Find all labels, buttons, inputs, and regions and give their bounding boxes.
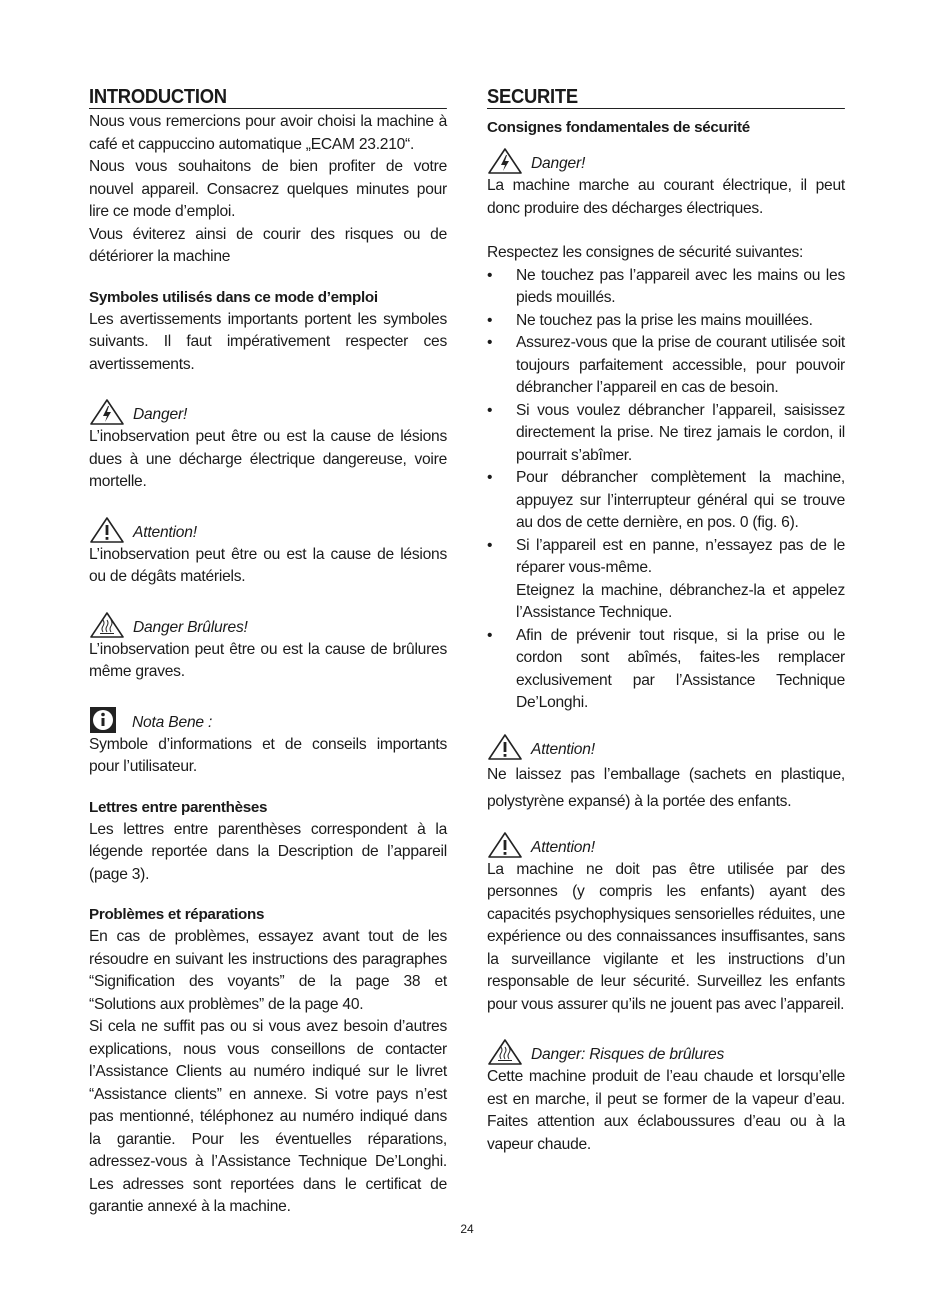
symbols-text: Les avertissements importants portent les symboles suivants. Il faut impérativement respecter ces avertissements.: [89, 310, 447, 373]
attention-symbol: [487, 731, 845, 761]
list-item: • Ne touchez pas la prise les mains mouillées.: [487, 310, 845, 333]
burn-text: Cette machine produit de l’eau chaude et lorsqu’elle est en marche, il peut se former de la vapeur d’eau. Faites attention aux éclaboussures d’eau ou à la vapeur chaude.: [487, 1068, 845, 1153]
attention-symbol: [89, 514, 447, 544]
attention-text: Ne laissez pas l’emballage (sachets en plastique, polystyrène expansé) à la portée des enfants.: [487, 765, 845, 810]
list-item-extra: Eteignez la machine, débranchez-la et appelez l’Assistance Technique.: [516, 581, 845, 621]
symbols-heading: Symboles utilisés dans ce mode d’emploi: [89, 288, 378, 306]
warning-icon: [89, 516, 125, 544]
danger-label: Danger!: [531, 155, 586, 172]
problems-text: Si cela ne suffit pas ou si vous avez besoin d’autres explications, nous vous conseillons de contacter l’Assistance Clients au numéro indiqué sur le livret “Assistance clients” en annexe. Si votre pays n’est pas mentionné, téléphonez au numéro indiqué dans la garantie. Pour les éventuelles réparations, adressez-vous à l’Assistance Technique De’Longhi. Les adresses sont reportées dans le certificat de garantie annexé à la machine.: [89, 1018, 447, 1215]
list-item-text: Si l’appareil est en panne, n’essayez pas de le réparer vous-même.: [516, 536, 845, 576]
burn-symbol: [89, 609, 447, 639]
respect-text: Respectez les consignes de sécurité suivantes:: [487, 244, 804, 261]
burn-label: Danger Brûlures!: [133, 618, 248, 636]
safety-list: [487, 265, 845, 715]
list-item: • Si vous voulez débrancher l’appareil, saisissez directement la prise. Ne tirez jamais le cordon, il pourrait s’abîmer.: [487, 400, 845, 468]
nota-symbol: [89, 704, 447, 734]
securite-title: SECURITE: [487, 86, 845, 109]
letters-heading: Lettres entre parenthèses: [89, 798, 268, 816]
attention-label: Attention!: [531, 838, 595, 856]
burn-symbol: [487, 1036, 845, 1066]
intro-paragraph: Nous vous souhaitons de bien profiter de votre nouvel appareil. Consacrez quelques minutes pour lire ce mode d’emploi.: [89, 158, 447, 220]
problems-text: En cas de problèmes, essayez avant tout de les résoudre en suivant les instructions des paragraphes “Signification des voyants” de la page 38 et “Solutions aux problèmes” de la page 40.: [89, 928, 447, 1013]
attention-text: L’inobservation peut être ou est la cause de lésions ou de dégâts matériels.: [89, 545, 447, 585]
list-item: • Ne touchez pas l’appareil avec les mains ou les pieds mouillés.: [487, 265, 845, 310]
intro-paragraph: Nous vous remercions pour avoir choisi la machine à café et cappuccino automatique „ECAM 23.210“.: [89, 113, 447, 153]
intro-paragraph: Vous éviterez ainsi de courir des risques ou de détériorer la machine: [89, 225, 447, 265]
list-item: [487, 535, 845, 625]
securite-column: [487, 86, 845, 1156]
letters-text: Les lettres entre parenthèses correspondent à la légende reportée dans la Description de l’appareil (page 3).: [89, 820, 447, 883]
problems-heading: Problèmes et réparations: [89, 906, 265, 923]
nota-label: Nota Bene :: [132, 713, 213, 731]
warning-icon: [487, 733, 523, 761]
danger-label: Danger!: [133, 406, 188, 423]
attention-label: Attention!: [133, 523, 197, 541]
list-item: • Afin de prévenir tout risque, si la prise ou le cordon sont abîmés, faites-les remplacer exclusivement par l’Assistance Technique De’Longhi.: [487, 625, 845, 715]
list-item: • Pour débrancher complètement la machine, appuyez sur l’interrupteur général qui se trouve au dos de cette dernière, en pos. 0 (fig. 6).: [487, 467, 845, 535]
introduction-column: [89, 86, 447, 1219]
attention-symbol: [487, 829, 845, 859]
danger-text: L’inobservation peut être ou est la cause de lésions dues à une décharge électrique dangereuse, voire mortelle.: [89, 428, 447, 490]
page-number: 24: [460, 1222, 474, 1236]
electric-danger-icon: [89, 398, 125, 426]
danger-symbol: [487, 145, 845, 175]
attention-label: Attention!: [531, 740, 595, 758]
list-item: • Assurez-vous que la prise de courant utilisée soit toujours parfaitement accessible, pour pouvoir débrancher l’appareil en cas de besoin.: [487, 332, 845, 400]
warning-icon: [487, 831, 523, 859]
hot-surface-icon: [487, 1038, 523, 1066]
electric-danger-icon: [487, 147, 523, 175]
attention-text: La machine ne doit pas être utilisée par des personnes (y compris les enfants) ayant des capacités psychophysiques sensorielles réduites, une expérience ou des connaissances insuffisantes, sans la surveillance vigilante et les instructions d’un responsable de leur sécurité. Surveillez les enfants pour vous assurer qu’ils ne jouent pas avec l’appareil.: [487, 860, 845, 1013]
safety-subheading: Consignes fondamentales de sécurité: [487, 119, 750, 136]
nota-text: Symbole d’informations et de conseils importants pour l’utilisateur.: [89, 735, 447, 775]
info-icon: [89, 706, 117, 734]
danger-text: La machine marche au courant électrique, il peut donc produire des décharges électriques.: [487, 177, 845, 217]
burn-text: L’inobservation peut être ou est la cause de brûlures même graves.: [89, 640, 447, 680]
danger-symbol: [89, 396, 447, 426]
introduction-title: INTRODUCTION: [89, 86, 447, 109]
burn-label: Danger: Risques de brûlures: [531, 1046, 725, 1063]
hot-surface-icon: [89, 611, 125, 639]
